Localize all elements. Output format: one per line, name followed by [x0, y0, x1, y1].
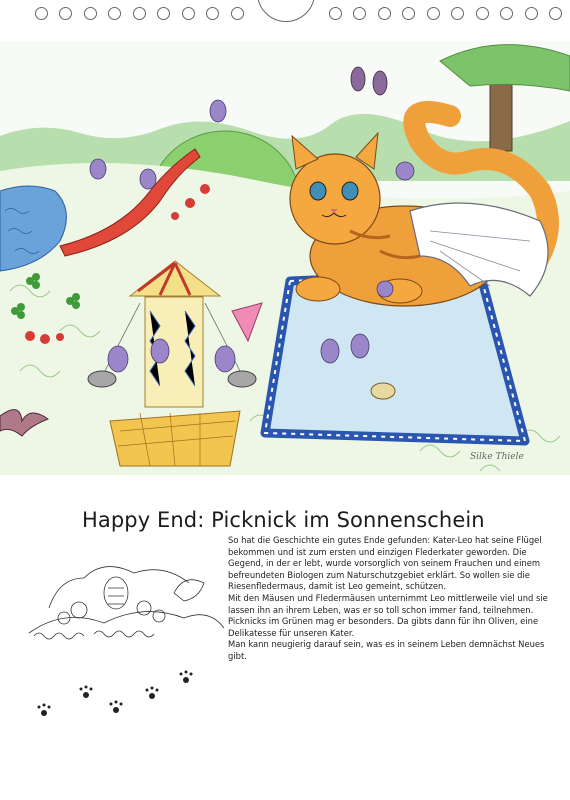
binding-hole [549, 7, 562, 20]
binding-hole [378, 7, 391, 20]
binding-hole [451, 7, 464, 20]
spiral-binding [0, 0, 570, 40]
story-paragraph: So hat die Geschichte ein gutes Ende gefunden: Kater-Leo hat seine Flügel bekommen und ist zum ersten und einzigen Flederkater geworden. Die Gegend, in der er lebt, wurde vorsorglich von seinem Frauchen und einem befreundeten Biologen zum Naturschutzgebiet erklärt. So wollen sie die Riesenfledermaus, damit ist Leo gemeint, schützen. [228, 535, 542, 592]
binding-hole [427, 7, 440, 20]
story-paragraph: Man kann neugierig darauf sein, was es in seinem Leben demnächst Neues gibt. [228, 639, 545, 661]
binding-hole [353, 7, 366, 20]
binding-hole [206, 7, 219, 20]
binding-hole [231, 7, 244, 20]
binding-hole [476, 7, 489, 20]
picnic-illustration [0, 41, 570, 475]
binding-hole [133, 7, 146, 20]
binding-hole [329, 7, 342, 20]
binding-hole [157, 7, 170, 20]
binding-hole [402, 7, 415, 20]
binding-hole [500, 7, 513, 20]
binding-hole [525, 7, 538, 20]
binding-hole [108, 7, 121, 20]
calendar-hanger-cutout [257, 0, 315, 22]
artist-signature: Silke Thiele [470, 452, 524, 462]
binding-hole [84, 7, 97, 20]
story-paragraph: Mit den Mäusen und Fledermäusen unternimmt Leo mittlerweile viel und sie lassen ihn an ihrem Leben, was er so toll schon immer fand, teilnehmen. Picknicks im Grünen mag er besonders. Da gibts dann für ihn Oliven, eine Delikatesse für unseren Kater. [228, 592, 548, 638]
story-text [228, 535, 558, 663]
binding-hole [59, 7, 72, 20]
page-title: Happy End: Picknick im Sonnenschein [82, 508, 485, 532]
binding-hole [35, 7, 48, 20]
binding-hole [182, 7, 195, 20]
picnic-sketch-drawing [24, 538, 229, 728]
